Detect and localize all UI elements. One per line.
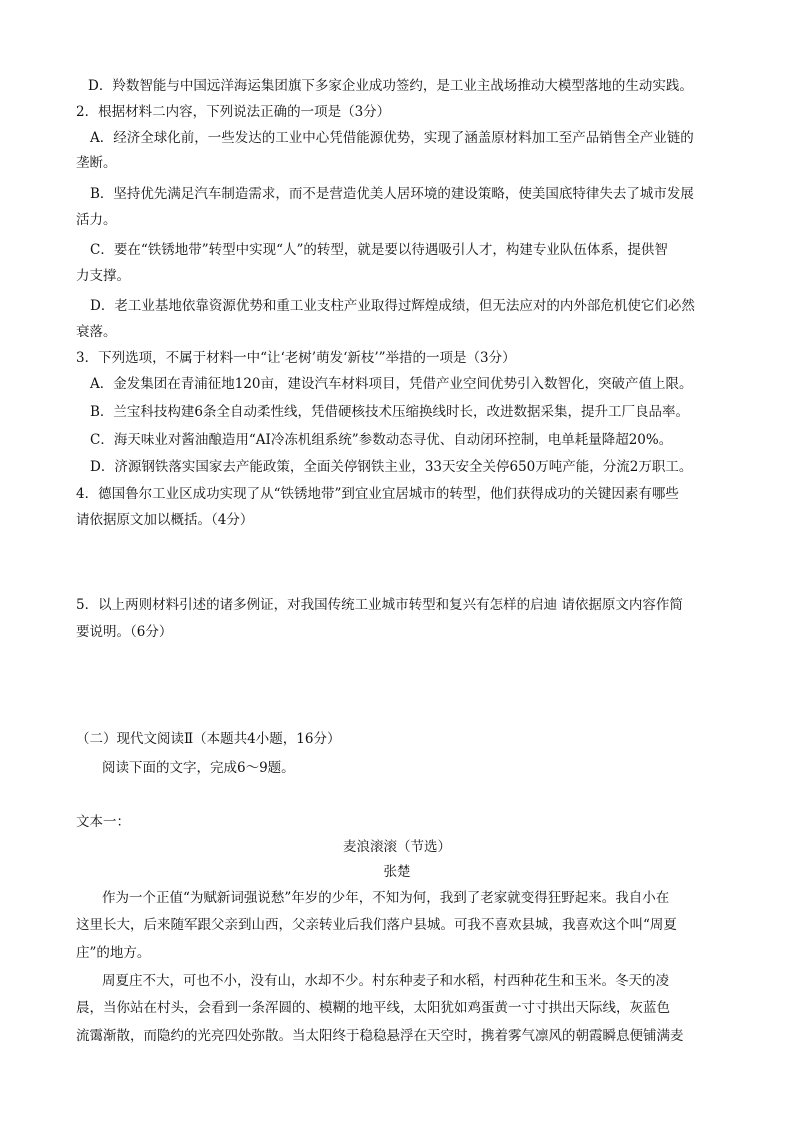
section2-heading: （二）现代文阅读Ⅱ（本题共4小题，16分） [76, 731, 341, 747]
section2-instruction: 阅读下面的文字，完成6～9题。 [102, 760, 295, 776]
q2-option-b-line1: B．坚持优先满足汽车制造需求，而不是营造优美人居环境的建设策略，使美国底特律失去了城市发展 [90, 186, 694, 202]
q2-option-d-line2: 衰落。 [76, 324, 117, 340]
q4-line1: 4．德国鲁尔工业区成功实现了从“铁锈地带”到宜业宜居城市的转型，他们获得成功的关键因素有哪些 [76, 486, 679, 502]
q2-option-a-line2: 垄断。 [76, 155, 117, 171]
q2-stem: 2．根据材料二内容，下列说法正确的一项是（3分） [76, 104, 391, 120]
text1-author: 张楚 [383, 864, 411, 880]
q1-option-d: D．羚数智能与中国远洋海运集团旗下多家企业成功签约，是工业主战场推动大模型落地的生动实践。 [88, 78, 693, 94]
q2-option-c-line2: 力支撑。 [76, 268, 130, 284]
q2-option-c-line1: C．要在“铁锈地带”转型中实现“人”的转型，就是要以待遇吸引人才，构建专业队伍体系，提供智 [90, 242, 668, 258]
q2-option-b-line2: 活力。 [76, 212, 117, 228]
text1-label: 文本一： [76, 814, 130, 830]
q2-option-a-line1: A．经济全球化前，一些发达的工业中心凭借能源优势，实现了涵盖原材料加工至产品销售全产业链的 [90, 130, 694, 146]
q3-option-c: C．海天味业对酱油酿造用“AI冷冻机组系统”参数动态寻优、自动闭环控制，电单耗量降超20%。 [90, 432, 673, 448]
q3-option-a: A．金发集团在青浦征地120亩，建设汽车材料项目，凭借产业空间优势引入数智化，突破产值上限。 [90, 376, 693, 392]
text1-para2-line3: 流霭渐散，而隐约的光亮四处弥散。当太阳终于稳稳悬浮在天空时，携着雾气凛风的朝霞瞬息便铺满麦 [76, 1028, 684, 1044]
q3-stem: 3．下列选项，不属于材料一中“让‘老树’萌发‘新枝’”举措的一项是（3分） [76, 350, 516, 366]
q4-line2: 请依据原文加以概括。（4分） [76, 512, 254, 528]
text1-title: 麦浪滚滚（节选） [343, 839, 451, 855]
text1-para2-line1: 周夏庄不大，可也不小，没有山，水却不少。村东种麦子和水稻，村西种花生和玉米。冬天的凌 [102, 973, 669, 989]
text1-para1-line1: 作为一个正值“为赋新词强说愁”年岁的少年，不知为何，我到了老家就变得狂野起来。我自小在 [102, 890, 670, 906]
q5-line1: 5．以上两则材料引述的诸多例证，对我国传统工业城市转型和复兴有怎样的启迪 请依据原文内容作简 [76, 597, 683, 613]
q3-option-b: B．兰宝科技构建6条全自动柔性线，凭借硬核技术压缩换线时长，改进数据采集，提升工厂良品率。 [90, 404, 690, 420]
q3-option-d: D．济源钢铁落实国家去产能政策，全面关停钢铁主业，33天安全关停650万吨产能，分流2万职工。 [90, 459, 693, 475]
text1-para1-line3: 庄”的地方。 [76, 945, 151, 961]
q2-option-d-line1: D．老工业基地依靠资源优势和重工业支柱产业取得过辉煌成绩，但无法应对的内外部危机使它们必然 [90, 298, 695, 314]
text1-para1-line2: 这里长大，后来随军跟父亲到山西，父亲转业后我们落户县城。可我不喜欢县城，我喜欢这个叫“周夏 [76, 917, 677, 933]
q5-line2: 要说明。（6分） [76, 624, 173, 640]
text1-para2-line2: 晨，当你站在村头，会看到一条浑圆的、模糊的地平线，太阳犹如鸡蛋黄一寸寸拱出天际线，灰蓝色 [76, 1000, 670, 1016]
